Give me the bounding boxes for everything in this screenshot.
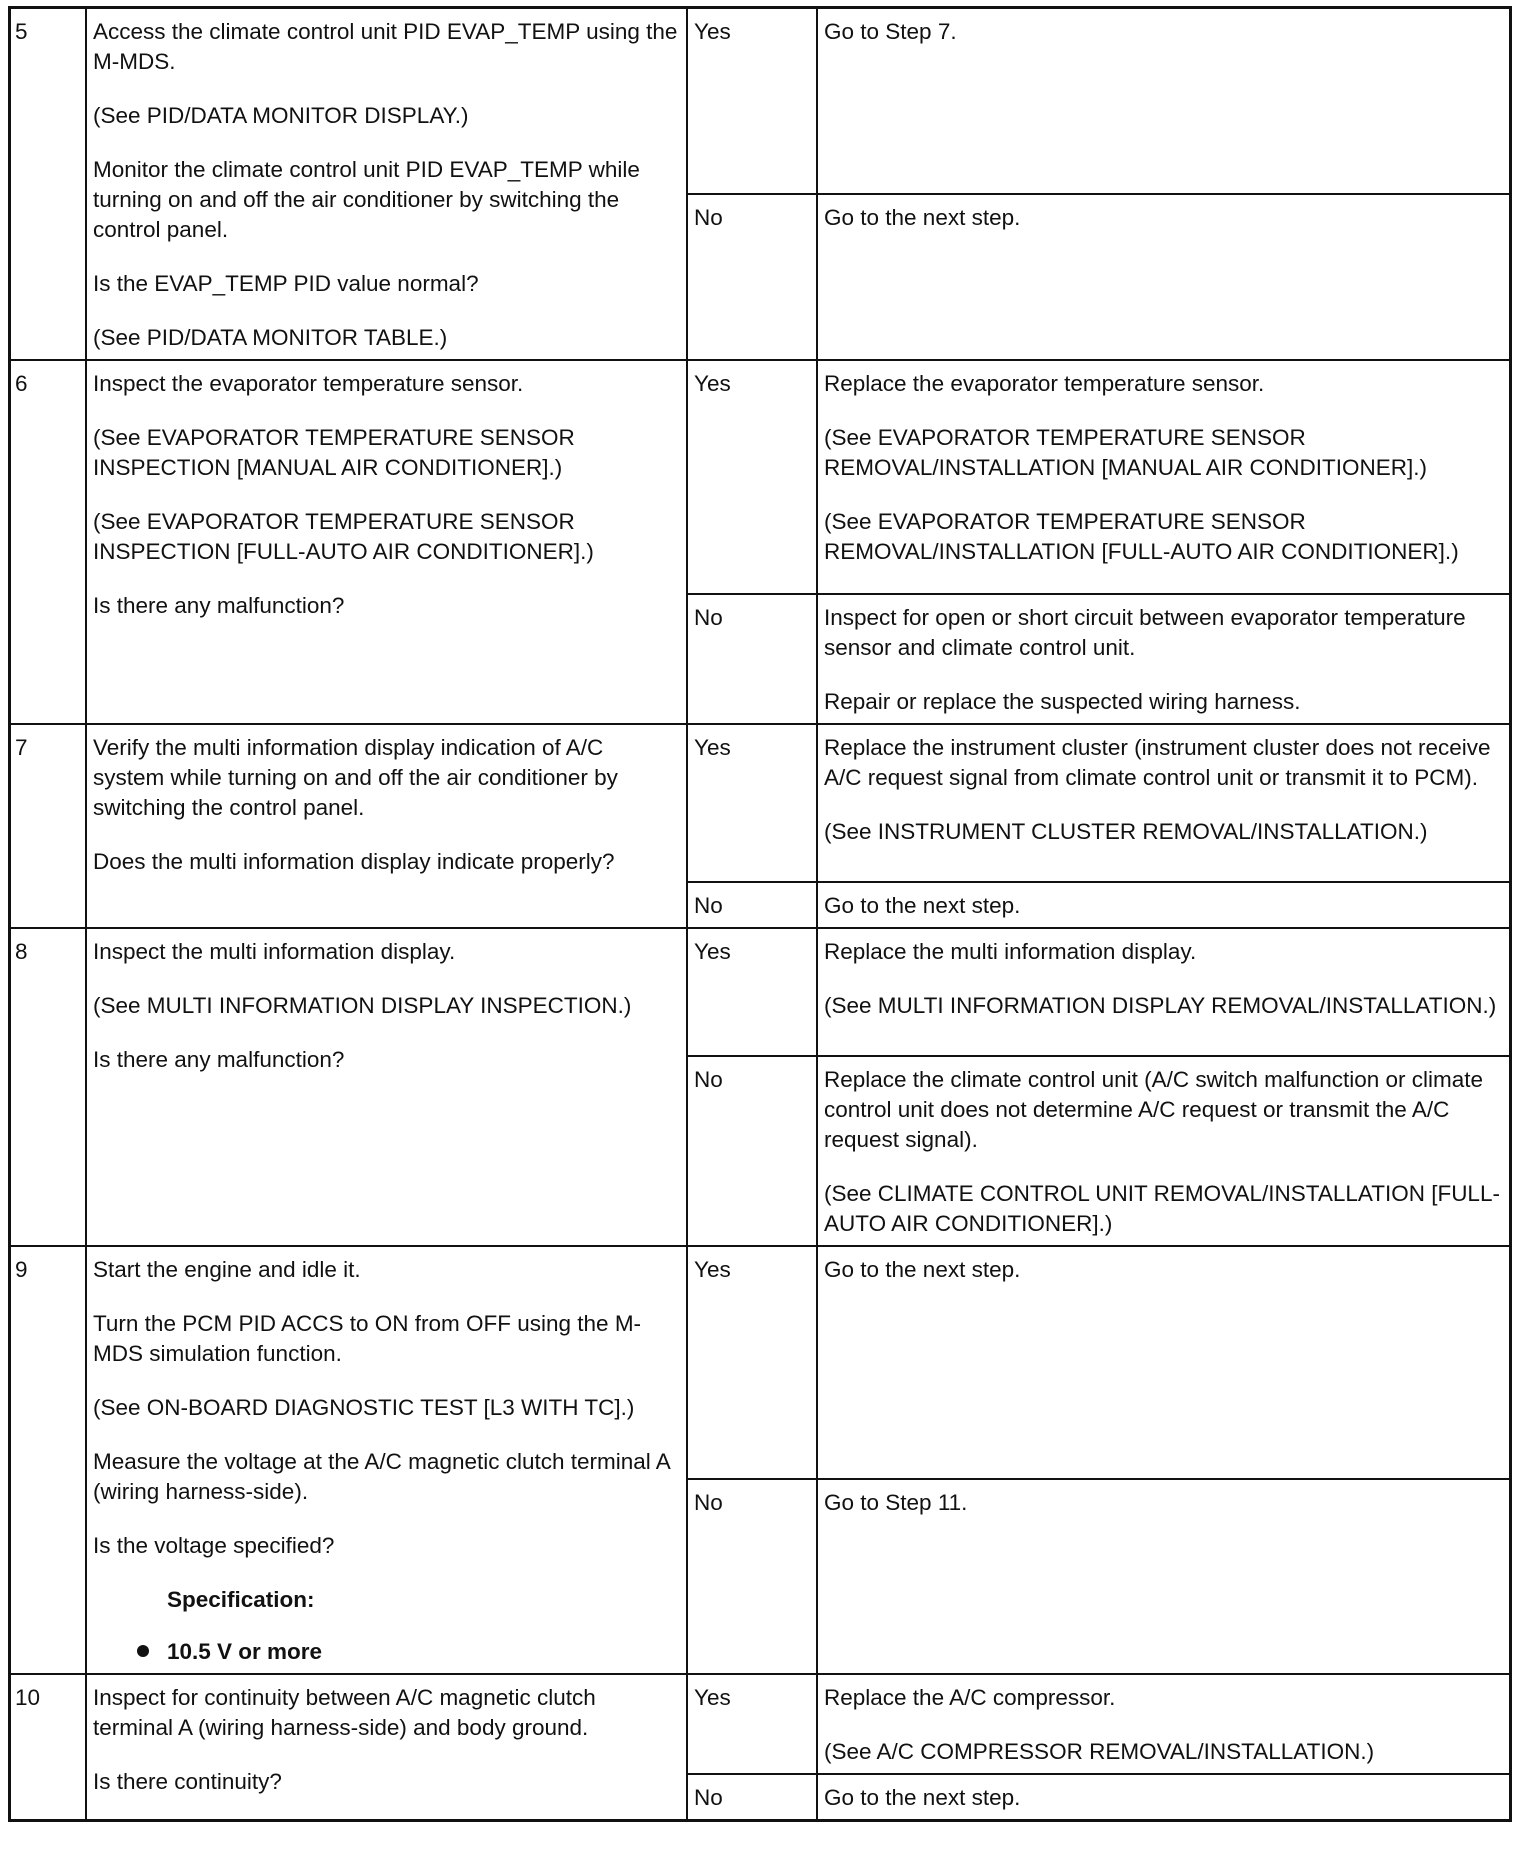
action-text: Go to the next step.: [824, 1785, 1021, 1810]
step-question: [86, 724, 687, 928]
question-text: Inspect the multi information display.: [93, 939, 456, 964]
question-text: Is there any malfunction?: [93, 1047, 345, 1072]
no-action: [817, 194, 1511, 360]
diagnostic-procedure-table: [8, 6, 1512, 1822]
question-text: Turn the PCM PID ACCS to ON from OFF using the M-MDS simulation function.: [93, 1311, 642, 1366]
answer-yes: Yes: [687, 724, 817, 882]
action-text: Replace the climate control unit (A/C switch malfunction or climate control unit does not determine A/C request or transmit the A/C request signal).: [824, 1067, 1484, 1152]
specification-item: [93, 1637, 680, 1667]
reference-text: (See INSTRUMENT CLUSTER REMOVAL/INSTALLATION.): [824, 819, 1428, 844]
no-action: [817, 882, 1511, 928]
question-text: Inspect for continuity between A/C magnetic clutch terminal A (wiring harness-side) and body ground.: [93, 1685, 596, 1740]
question-text: Inspect the evaporator temperature sensor.: [93, 371, 524, 396]
yes-action: [817, 724, 1511, 882]
step-number: 6: [10, 360, 87, 724]
step-number: 9: [10, 1246, 87, 1674]
question-text: Is the EVAP_TEMP PID value normal?: [93, 271, 479, 296]
question-text: Start the engine and idle it.: [93, 1257, 361, 1282]
action-text: Replace the A/C compressor.: [824, 1685, 1116, 1710]
question-text: Does the multi information display indicate properly?: [93, 849, 615, 874]
step-row: [10, 8, 1511, 195]
step-number: 8: [10, 928, 87, 1246]
answer-no: No: [687, 594, 817, 724]
step-question: [86, 1246, 687, 1674]
reference-text: (See EVAPORATOR TEMPERATURE SENSOR INSPECTION [FULL-AUTO AIR CONDITIONER].): [93, 509, 594, 564]
action-text: Go to the next step.: [824, 893, 1021, 918]
step-row: [10, 1246, 1511, 1479]
question-text: Measure the voltage at the A/C magnetic clutch terminal A (wiring harness-side).: [93, 1449, 670, 1504]
reference-text: (See PID/DATA MONITOR TABLE.): [93, 325, 448, 350]
reference-text: (See PID/DATA MONITOR DISPLAY.): [93, 103, 469, 128]
answer-yes: Yes: [687, 928, 817, 1056]
answer-no: No: [687, 1056, 817, 1246]
reference-text: (See EVAPORATOR TEMPERATURE SENSOR REMOVAL/INSTALLATION [FULL-AUTO AIR CONDITIONER].): [824, 509, 1459, 564]
yes-action: [817, 360, 1511, 594]
action-text: Go to Step 11.: [824, 1490, 968, 1516]
reference-text: (See A/C COMPRESSOR REMOVAL/INSTALLATION.): [824, 1739, 1375, 1764]
reference-text: (See MULTI INFORMATION DISPLAY INSPECTION.): [93, 993, 632, 1018]
step-row: [10, 928, 1511, 1056]
action-text: Repair or replace the suspected wiring harness.: [824, 689, 1301, 714]
reference-text: (See CLIMATE CONTROL UNIT REMOVAL/INSTALLATION [FULL-AUTO AIR CONDITIONER].): [824, 1181, 1500, 1236]
yes-action: [817, 1246, 1511, 1479]
no-action: [817, 1056, 1511, 1246]
yes-action: [817, 8, 1511, 195]
answer-no: No: [687, 194, 817, 360]
step-row: [10, 724, 1511, 882]
specification-value: 10.5 V or more: [167, 1639, 323, 1664]
reference-text: (See EVAPORATOR TEMPERATURE SENSOR REMOVAL/INSTALLATION [MANUAL AIR CONDITIONER].): [824, 425, 1428, 480]
no-action: [817, 1479, 1511, 1674]
step-question: [86, 928, 687, 1246]
question-text: Access the climate control unit PID EVAP_TEMP using the M-MDS.: [93, 19, 678, 74]
reference-text: (See MULTI INFORMATION DISPLAY REMOVAL/INSTALLATION.): [824, 993, 1497, 1018]
step-question: [86, 360, 687, 724]
action-text: Go to Step 7.: [824, 19, 957, 44]
step-number: 10: [10, 1674, 87, 1821]
yes-action: [817, 1674, 1511, 1774]
answer-no: No: [687, 882, 817, 928]
answer-yes: Yes: [687, 360, 817, 594]
step-question: [86, 8, 687, 361]
step-number: 5: [10, 8, 87, 361]
question-text: Is there any malfunction?: [93, 593, 345, 618]
step-question: [86, 1674, 687, 1821]
answer-yes: Yes: [687, 8, 817, 195]
question-text: Verify the multi information display indication of A/C system while turning on and off the air conditioner by switching the control panel.: [93, 735, 618, 820]
yes-action: [817, 928, 1511, 1056]
troubleshooting-document: [8, 6, 1512, 1822]
action-text: Replace the multi information display.: [824, 939, 1197, 964]
answer-no: No: [687, 1479, 817, 1674]
action-text: Replace the evaporator temperature sensor.: [824, 371, 1265, 396]
no-action: [817, 594, 1511, 724]
action-text: Inspect for open or short circuit between evaporator temperature sensor and climate control unit.: [824, 605, 1466, 660]
question-text: Monitor the climate control unit PID EVAP_TEMP while turning on and off the air conditioner by switching the control panel.: [93, 157, 640, 242]
answer-yes: Yes: [687, 1674, 817, 1774]
step-row: [10, 360, 1511, 594]
specification-label: Specification:: [167, 1587, 315, 1612]
step-row: [10, 1674, 1511, 1774]
answer-yes: Yes: [687, 1246, 817, 1479]
no-action: [817, 1774, 1511, 1821]
action-text: Go to the next step.: [824, 205, 1021, 231]
question-text: Is the voltage specified?: [93, 1533, 335, 1558]
action-text: Replace the instrument cluster (instrument cluster does not receive A/C request signal from climate control unit or transmit it to PCM).: [824, 735, 1491, 790]
step-number: 7: [10, 724, 87, 928]
bullet-icon: [137, 1645, 149, 1657]
answer-no: No: [687, 1774, 817, 1821]
reference-text: (See ON-BOARD DIAGNOSTIC TEST [L3 WITH TC].): [93, 1395, 635, 1420]
reference-text: (See EVAPORATOR TEMPERATURE SENSOR INSPECTION [MANUAL AIR CONDITIONER].): [93, 425, 575, 480]
action-text: Go to the next step.: [824, 1257, 1021, 1282]
question-text: Is there continuity?: [93, 1769, 282, 1794]
